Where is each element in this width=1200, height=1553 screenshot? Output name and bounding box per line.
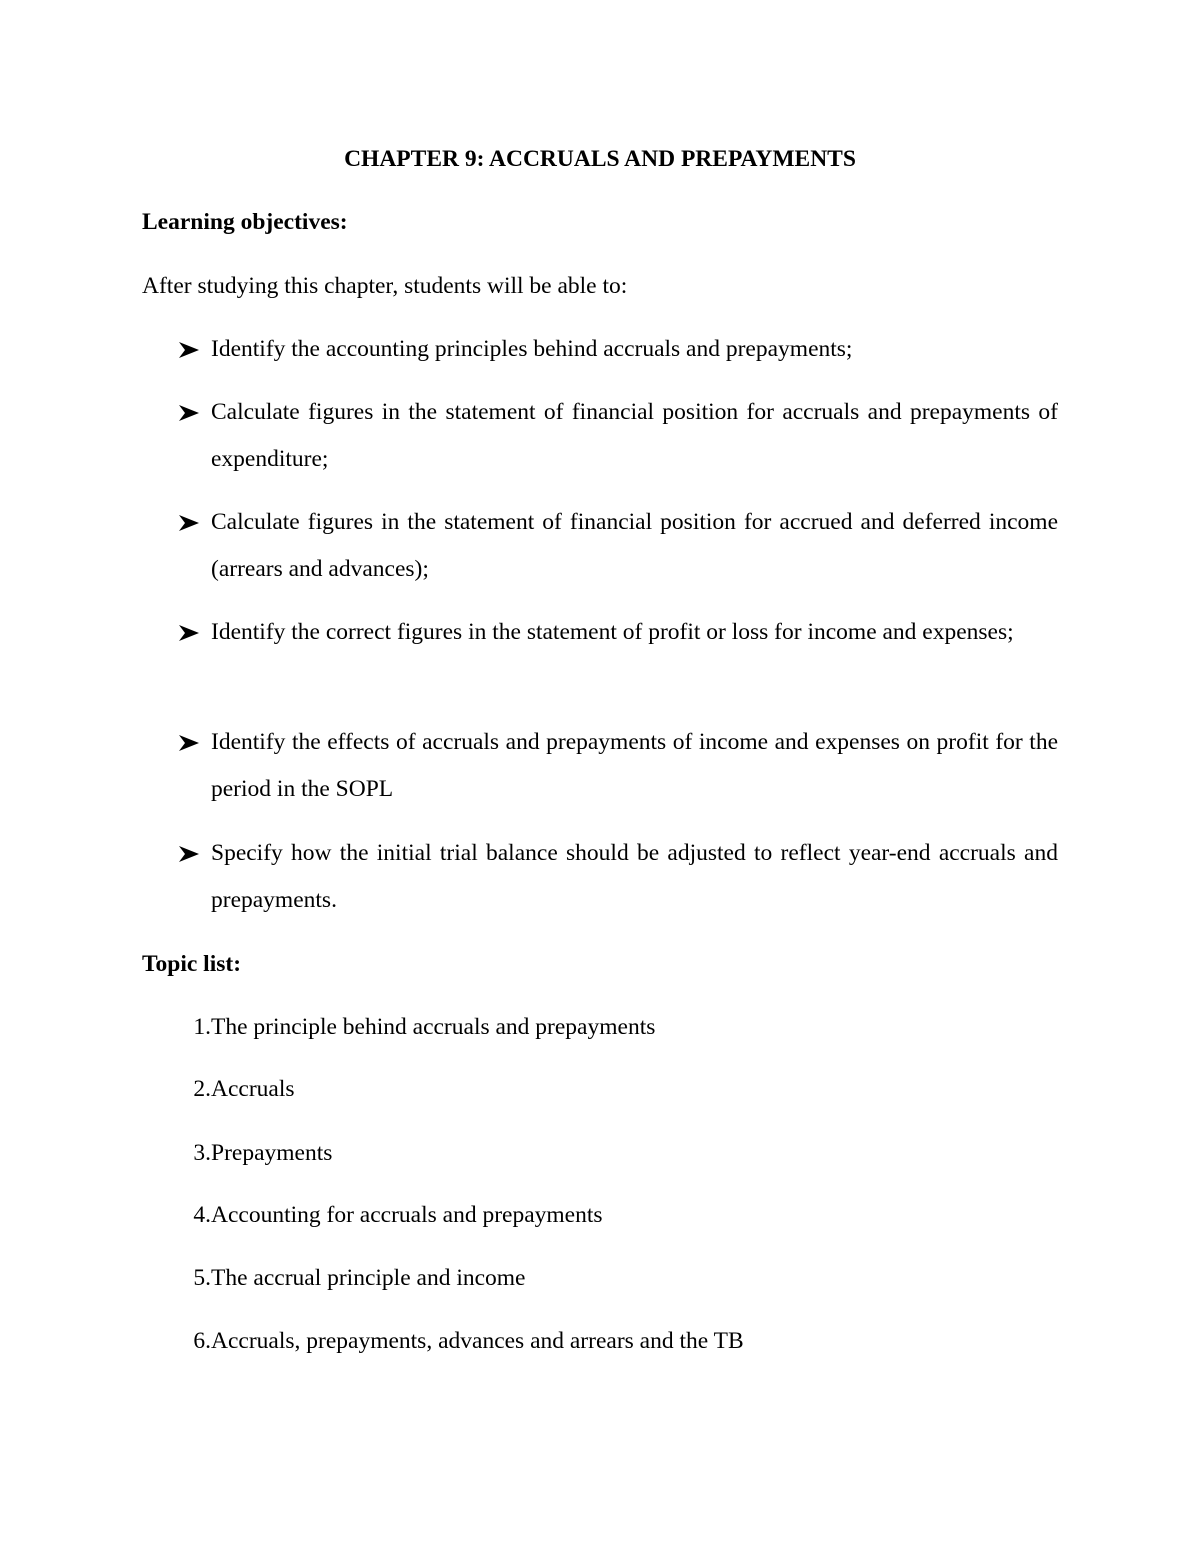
topic-list-item (142, 1073, 295, 1105)
objective-text: Specify how the initial trial balance should be adjusted to reflect year-end accruals and prepayments. (211, 840, 1058, 913)
topic-text: Accounting for accruals and prepayments (211, 1202, 603, 1228)
objective-text: Calculate figures in the statement of financial position for accruals and prepayments of expenditure; (211, 399, 1058, 472)
topic-text: Accruals, prepayments, advances and arrears and the TB (211, 1328, 744, 1354)
arrowhead-bullet-icon (178, 726, 200, 758)
topic-number: 2. (193, 1076, 211, 1102)
objective-item (178, 396, 1058, 483)
topic-text: Accruals (211, 1076, 295, 1102)
topic-number: 6. (193, 1328, 211, 1354)
arrowhead-bullet-icon (178, 396, 200, 428)
topics-heading: Topic list: (142, 951, 242, 977)
objective-text: Identify the accounting principles behind accruals and prepayments; (211, 336, 853, 362)
chapter-title: CHAPTER 9: ACCRUALS AND PREPAYMENTS (344, 146, 856, 172)
topic-text: The accrual principle and income (211, 1265, 526, 1291)
topic-number: 4. (193, 1202, 211, 1228)
topic-list-item (142, 1262, 526, 1294)
objective-text: Identify the effects of accruals and prepayments of income and expenses on profit for the period in the SOPL (211, 729, 1058, 802)
objective-item (178, 837, 1058, 924)
objective-item (178, 726, 1058, 813)
topic-list-item (142, 1011, 655, 1043)
arrowhead-bullet-icon (178, 837, 200, 869)
topic-number: 5. (193, 1265, 211, 1291)
arrowhead-bullet-icon (178, 333, 200, 365)
objectives-heading: Learning objectives: (142, 209, 348, 235)
objective-text: Identify the correct figures in the statement of profit or loss for income and expenses; (211, 619, 1014, 645)
topic-number: 3. (193, 1140, 211, 1166)
topic-list-item (142, 1325, 744, 1357)
objective-text: Calculate figures in the statement of financial position for accrued and deferred income (arrears and advances); (211, 509, 1058, 582)
topic-number: 1. (193, 1014, 211, 1040)
arrowhead-bullet-icon (178, 616, 200, 648)
objective-item (178, 333, 1058, 373)
arrowhead-bullet-icon (178, 506, 200, 538)
objectives-intro: After studying this chapter, students will be able to: (142, 273, 628, 299)
topic-list-item (142, 1199, 603, 1231)
topic-list-item (142, 1137, 332, 1169)
objective-item (178, 616, 1058, 656)
objective-item (178, 506, 1058, 593)
topic-text: The principle behind accruals and prepayments (211, 1014, 656, 1040)
topic-text: Prepayments (211, 1140, 333, 1166)
